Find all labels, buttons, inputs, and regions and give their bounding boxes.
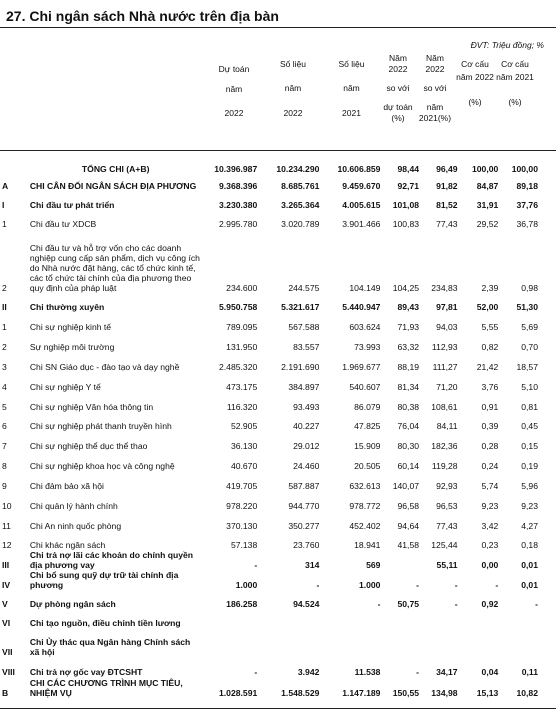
cell-value: 3.942 bbox=[297, 667, 320, 677]
cell-value: 52.905 bbox=[230, 421, 258, 431]
cell-value bbox=[421, 628, 460, 657]
cell-value: - bbox=[416, 667, 420, 677]
cell-value: 5.440.947 bbox=[342, 302, 381, 312]
row-index: 11 bbox=[2, 521, 11, 531]
row-label: Chi đảm bảo xã hội bbox=[29, 481, 104, 491]
cell-value: 314 bbox=[305, 560, 320, 570]
cell-value: 5.321.617 bbox=[281, 302, 320, 312]
cell-value: 100,00 bbox=[511, 164, 538, 174]
cell-value: 1.000 bbox=[235, 580, 258, 590]
cell-value: 10.396.987 bbox=[214, 164, 258, 174]
table-header bbox=[0, 50, 540, 156]
cell-value: 81,34 bbox=[397, 382, 420, 392]
cell-value: 92,71 bbox=[397, 181, 420, 191]
cell-value: 15,13 bbox=[476, 688, 499, 698]
cell-value: 98,44 bbox=[397, 164, 420, 174]
cell-value: 10.606.859 bbox=[337, 164, 381, 174]
cell-value: 94.524 bbox=[293, 599, 320, 609]
table-row bbox=[0, 471, 540, 491]
row-index: 8 bbox=[2, 461, 7, 471]
row-label: Chi sự nghiệp kinh tế bbox=[29, 322, 112, 332]
row-index: II bbox=[2, 302, 7, 312]
cell-value: 89,18 bbox=[516, 181, 538, 191]
table-row bbox=[0, 570, 540, 590]
table-row bbox=[0, 332, 540, 352]
cell-value: 9.368.396 bbox=[219, 181, 258, 191]
cell-value: - bbox=[254, 560, 258, 570]
row-index bbox=[0, 157, 28, 174]
row-index: 7 bbox=[2, 441, 7, 451]
cell-value: 47.825 bbox=[354, 421, 381, 431]
table-row bbox=[0, 352, 540, 372]
row-index: 12 bbox=[2, 540, 12, 550]
table-row bbox=[0, 657, 540, 677]
row-label: Chi đầu tư XDCB bbox=[29, 219, 97, 229]
cell-value: 41,58 bbox=[397, 540, 420, 550]
cell-value: 5,69 bbox=[521, 322, 538, 332]
cell-value bbox=[259, 609, 321, 628]
cell-value: 134,98 bbox=[431, 688, 458, 698]
cell-value: 182,36 bbox=[431, 441, 458, 451]
cell-value: 29,52 bbox=[476, 219, 499, 229]
cell-value: 540.607 bbox=[349, 382, 381, 392]
cell-value bbox=[321, 628, 382, 657]
cell-value: 73.993 bbox=[354, 342, 381, 352]
row-index: 1 bbox=[2, 219, 7, 229]
cell-value: 0,81 bbox=[521, 402, 538, 412]
cell-value bbox=[321, 609, 382, 628]
cell-value: 84,87 bbox=[476, 181, 499, 191]
cell-value: 77,43 bbox=[436, 521, 458, 531]
row-index: III bbox=[2, 560, 10, 570]
cell-value: 60,14 bbox=[397, 461, 420, 471]
table-row bbox=[0, 229, 540, 293]
cell-value: 94,64 bbox=[397, 521, 420, 531]
cell-value: 36.130 bbox=[230, 441, 258, 451]
row-index: 5 bbox=[2, 402, 7, 412]
cell-value: 0,18 bbox=[521, 540, 538, 550]
cell-value bbox=[500, 609, 540, 628]
cell-value: 104,25 bbox=[392, 283, 420, 293]
row-label: Chi sự nghiệp thể dục thể thao bbox=[29, 441, 148, 451]
table-row bbox=[0, 372, 540, 392]
cell-value bbox=[382, 628, 421, 657]
cell-value: 603.624 bbox=[349, 322, 381, 332]
row-label: CHI CÂN ĐỐI NGÂN SÁCH ĐỊA PHƯƠNG bbox=[29, 181, 197, 191]
cell-value: 0,01 bbox=[521, 560, 538, 570]
cell-value: - bbox=[495, 580, 499, 590]
row-label: Chi khác ngân sách bbox=[29, 540, 106, 550]
row-label: Chi quản lý hành chính bbox=[29, 501, 118, 511]
cell-value: 789.095 bbox=[226, 322, 258, 332]
cell-value: 77,43 bbox=[436, 219, 458, 229]
cell-value: 40.227 bbox=[293, 421, 320, 431]
table-body bbox=[0, 157, 540, 698]
cell-value: 131.950 bbox=[226, 342, 258, 352]
cell-value: 81,52 bbox=[436, 200, 458, 210]
cell-value: 0,92 bbox=[481, 599, 499, 609]
cell-value bbox=[382, 609, 421, 628]
cell-value: 5,96 bbox=[521, 481, 538, 491]
cell-value: 0,04 bbox=[481, 667, 499, 677]
cell-value: 51,30 bbox=[516, 302, 538, 312]
cell-value: 93.493 bbox=[293, 402, 320, 412]
cell-value: - bbox=[416, 580, 420, 590]
cell-value: 29.012 bbox=[293, 441, 320, 451]
cell-value: 9,23 bbox=[521, 501, 538, 511]
header-col-2: Số liệu năm 2022 bbox=[280, 59, 306, 118]
row-index: 9 bbox=[2, 481, 7, 491]
header-col-5: Năm 2022 so với năm 2021(%) bbox=[418, 53, 452, 123]
row-index: VII bbox=[2, 647, 13, 657]
cell-value: 150,55 bbox=[392, 688, 420, 698]
cell-value bbox=[204, 628, 260, 657]
row-label: Chi đầu tư phát triển bbox=[29, 200, 115, 210]
cell-value: 23.760 bbox=[293, 540, 320, 550]
cell-value: 1.969.677 bbox=[342, 362, 381, 372]
row-label: Chi sự nghiệp Y tế bbox=[29, 382, 101, 392]
cell-value: 86.079 bbox=[354, 402, 381, 412]
cell-value: 52,00 bbox=[476, 302, 499, 312]
cell-value: 1.000 bbox=[358, 580, 381, 590]
cell-value: - bbox=[377, 599, 381, 609]
cell-value: 24.460 bbox=[293, 461, 320, 471]
row-index: I bbox=[2, 200, 5, 210]
cell-value: 567.588 bbox=[288, 322, 320, 332]
cell-value: 18.941 bbox=[354, 540, 381, 550]
cell-value: - bbox=[454, 580, 458, 590]
cell-value bbox=[259, 628, 321, 657]
cell-value: 89,43 bbox=[397, 302, 420, 312]
cell-value bbox=[382, 550, 421, 570]
cell-value: 4,27 bbox=[521, 521, 538, 531]
header-col-1: Dự toán năm 2022 bbox=[218, 64, 250, 118]
row-index: 1 bbox=[2, 322, 7, 332]
cell-value: 0,24 bbox=[481, 461, 499, 471]
cell-value: 108,61 bbox=[431, 402, 458, 412]
cell-value: 10,82 bbox=[516, 688, 538, 698]
row-index: 4 bbox=[2, 382, 7, 392]
cell-value: 36,78 bbox=[516, 219, 538, 229]
cell-value: 3,42 bbox=[481, 521, 499, 531]
cell-value: 8.685.761 bbox=[281, 181, 320, 191]
cell-value: 96,58 bbox=[397, 501, 420, 511]
row-index: 10 bbox=[2, 501, 12, 511]
cell-value: - bbox=[254, 667, 258, 677]
cell-value: 83.557 bbox=[293, 342, 320, 352]
row-label: Chi sự nghiệp Văn hóa thông tin bbox=[29, 402, 154, 412]
cell-value: 88,19 bbox=[397, 362, 420, 372]
cell-value: 569 bbox=[366, 560, 381, 570]
cell-value: 125,44 bbox=[431, 540, 458, 550]
cell-value: 234,83 bbox=[431, 283, 458, 293]
row-index: IV bbox=[2, 580, 11, 590]
cell-value: 63,32 bbox=[397, 342, 420, 352]
cell-value: 0,01 bbox=[521, 580, 538, 590]
header-divider bbox=[0, 150, 556, 151]
cell-value: 244.575 bbox=[288, 283, 320, 293]
cell-value: 3.901.466 bbox=[342, 219, 381, 229]
cell-value bbox=[421, 609, 460, 628]
cell-value: 50,75 bbox=[397, 599, 420, 609]
cell-value: 97,81 bbox=[436, 302, 458, 312]
cell-value: 94,03 bbox=[436, 322, 458, 332]
row-label: Chi An ninh quốc phòng bbox=[29, 521, 122, 531]
row-label: Dự phòng ngân sách bbox=[29, 599, 116, 609]
cell-value: 80,30 bbox=[397, 441, 420, 451]
cell-value: 3.020.789 bbox=[281, 219, 320, 229]
cell-value: 978.220 bbox=[226, 501, 258, 511]
cell-value: - bbox=[454, 599, 458, 609]
table-row bbox=[0, 590, 540, 609]
cell-value: 3.230.380 bbox=[219, 200, 258, 210]
header-col-4: Năm 2022 so với dự toán (%) bbox=[383, 53, 413, 123]
cell-value: 0,19 bbox=[521, 461, 538, 471]
cell-value: 100,83 bbox=[392, 219, 420, 229]
cell-value: 96,49 bbox=[436, 164, 458, 174]
cell-value: 0,82 bbox=[481, 342, 499, 352]
header-col-3: Số liệu năm 2021 bbox=[338, 59, 365, 118]
row-label: Chi sự nghiệp khoa học và công nghệ bbox=[29, 461, 175, 471]
cell-value: 9,23 bbox=[481, 501, 499, 511]
table-row bbox=[0, 312, 540, 332]
row-label: Chi trả nợ gốc vay ĐTCSHT bbox=[29, 667, 143, 677]
cell-value: 9.459.670 bbox=[342, 181, 381, 191]
header-col-6: Cơ cấu năm 2022 (%) bbox=[456, 59, 494, 107]
header-col-7: Cơ cấu năm 2021 (%) bbox=[496, 59, 534, 107]
row-label: CHI CÁC CHƯƠNG TRÌNH MỤC TIÊU, NHIỆM VỤ bbox=[29, 678, 183, 698]
cell-value: 71,93 bbox=[397, 322, 420, 332]
cell-value: 0,39 bbox=[481, 421, 499, 431]
unit-label: ĐVT: Triệu đồng; % bbox=[470, 40, 544, 50]
cell-value: 452.402 bbox=[349, 521, 381, 531]
row-label: Chi tạo nguồn, điều chỉnh tiền lương bbox=[29, 618, 181, 628]
page-title: 27. Chi ngân sách Nhà nước trên địa bàn bbox=[6, 8, 279, 24]
table-row bbox=[0, 628, 540, 657]
title-divider bbox=[0, 27, 556, 28]
table-row bbox=[0, 550, 540, 570]
row-index: A bbox=[2, 181, 9, 191]
cell-value: 978.772 bbox=[349, 501, 381, 511]
cell-value: 96,53 bbox=[436, 501, 458, 511]
cell-value bbox=[460, 628, 501, 657]
cell-value: 186.258 bbox=[226, 599, 258, 609]
table-row bbox=[0, 191, 540, 210]
cell-value: 18,57 bbox=[516, 362, 538, 372]
cell-value: 0,11 bbox=[521, 667, 538, 677]
cell-value: 4.005.615 bbox=[342, 200, 381, 210]
cell-value: 21,42 bbox=[476, 362, 499, 372]
cell-value: 370.130 bbox=[226, 521, 258, 531]
budget-table bbox=[0, 157, 540, 698]
cell-value: 104.149 bbox=[349, 283, 381, 293]
table-row bbox=[0, 677, 540, 698]
row-index: V bbox=[2, 599, 8, 609]
row-label: Sự nghiệp môi trường bbox=[29, 342, 115, 352]
cell-value: 84,11 bbox=[436, 421, 458, 431]
cell-value: 0,00 bbox=[481, 560, 499, 570]
cell-value: 37,76 bbox=[516, 200, 538, 210]
table-row bbox=[0, 531, 540, 550]
cell-value: 350.277 bbox=[288, 521, 320, 531]
cell-value: 632.613 bbox=[349, 481, 381, 491]
cell-value: 40.670 bbox=[230, 461, 258, 471]
table-row bbox=[0, 431, 540, 451]
cell-value: 20.505 bbox=[354, 461, 381, 471]
table-row bbox=[0, 293, 540, 312]
cell-value: 111,27 bbox=[432, 362, 458, 372]
cell-value bbox=[204, 609, 260, 628]
row-label: Chi đầu tư và hỗ trợ vốn cho các doanh nghiệp cung cấp sản phẩm, dịch vụ công ích do Nhà nước đặt hàng, các tổ chức kinh tế, các tổ chức tài chính của địa phương theo quy định của pháp luật bbox=[29, 243, 200, 293]
table-row bbox=[0, 157, 540, 174]
cell-value: 116.320 bbox=[226, 402, 258, 412]
cell-value: 100,00 bbox=[471, 164, 499, 174]
cell-value: 234.600 bbox=[226, 283, 258, 293]
cell-value: 71,20 bbox=[436, 382, 458, 392]
table-row bbox=[0, 451, 540, 471]
cell-value: 5,10 bbox=[521, 382, 538, 392]
row-label: Chi Ủy thác qua Ngân hàng Chính sách xã hội bbox=[29, 637, 191, 657]
cell-value bbox=[460, 609, 501, 628]
cell-value: 57.138 bbox=[230, 540, 258, 550]
cell-value: - bbox=[316, 580, 320, 590]
cell-value: 34,17 bbox=[436, 667, 458, 677]
cell-value: 2.191.690 bbox=[281, 362, 320, 372]
table-row bbox=[0, 491, 540, 511]
row-index: 3 bbox=[2, 362, 7, 372]
cell-value: 0,28 bbox=[481, 441, 499, 451]
row-label: Chi thường xuyên bbox=[29, 302, 105, 312]
row-index: B bbox=[2, 688, 9, 698]
cell-value: 0,15 bbox=[521, 441, 538, 451]
cell-value bbox=[500, 628, 540, 657]
row-label: Chi SN Giáo dục - đào tạo và dạy nghề bbox=[29, 362, 180, 372]
cell-value: 1.147.189 bbox=[342, 688, 381, 698]
cell-value: 101,08 bbox=[392, 200, 420, 210]
cell-value: 587.887 bbox=[288, 481, 320, 491]
cell-value: 473.175 bbox=[226, 382, 258, 392]
cell-value: 10.234.290 bbox=[276, 164, 320, 174]
table-row bbox=[0, 210, 540, 229]
row-label: Chi bổ sung quỹ dự trữ tài chính địa phương bbox=[29, 570, 179, 590]
bottom-divider bbox=[0, 708, 556, 709]
cell-value: 140,07 bbox=[392, 481, 420, 491]
table-row bbox=[0, 174, 540, 191]
cell-value: 5,55 bbox=[481, 322, 499, 332]
cell-value: 0,91 bbox=[481, 402, 499, 412]
table-row bbox=[0, 412, 540, 431]
cell-value: 2,39 bbox=[481, 283, 499, 293]
cell-value: 119,28 bbox=[431, 461, 458, 471]
cell-value: 419.705 bbox=[226, 481, 258, 491]
cell-value: 2.995.780 bbox=[219, 219, 258, 229]
cell-value: 112,93 bbox=[431, 342, 458, 352]
cell-value: 5,74 bbox=[481, 481, 499, 491]
cell-value: 92,93 bbox=[436, 481, 458, 491]
cell-value: 11.538 bbox=[354, 667, 381, 677]
cell-value: 2.485.320 bbox=[219, 362, 258, 372]
cell-value: 0,98 bbox=[521, 283, 538, 293]
cell-value: 55,11 bbox=[436, 560, 458, 570]
table-row bbox=[0, 511, 540, 531]
table-row bbox=[0, 609, 540, 628]
row-label: Chi sự nghiệp phát thanh truyền hình bbox=[29, 421, 172, 431]
cell-value: 1.028.591 bbox=[219, 688, 258, 698]
cell-value: 91,82 bbox=[436, 181, 458, 191]
cell-value: 5.950.758 bbox=[219, 302, 258, 312]
row-index: 2 bbox=[2, 342, 7, 352]
cell-value: 384.897 bbox=[288, 382, 320, 392]
row-label: Chi trả nợ lãi các khoản do chính quyền địa phương vay bbox=[29, 550, 194, 570]
row-index: 2 bbox=[2, 283, 7, 293]
cell-value: 0,70 bbox=[521, 342, 538, 352]
cell-value: 3,76 bbox=[481, 382, 499, 392]
row-index: VI bbox=[2, 618, 11, 628]
cell-value: 3.265.364 bbox=[281, 200, 320, 210]
cell-value: 76,04 bbox=[397, 421, 420, 431]
cell-value: 0,45 bbox=[521, 421, 538, 431]
cell-value: 15.909 bbox=[354, 441, 381, 451]
row-index: VIII bbox=[2, 667, 15, 677]
cell-value: 0,23 bbox=[481, 540, 499, 550]
cell-value: - bbox=[535, 599, 538, 609]
row-index: 6 bbox=[2, 421, 7, 431]
cell-value: 944.770 bbox=[288, 501, 320, 511]
cell-value: 31,91 bbox=[476, 200, 499, 210]
row-label: TỔNG CHI (A+B) bbox=[81, 164, 150, 174]
cell-value: 80,38 bbox=[397, 402, 420, 412]
cell-value: 1.548.529 bbox=[281, 688, 320, 698]
table-row bbox=[0, 392, 540, 412]
